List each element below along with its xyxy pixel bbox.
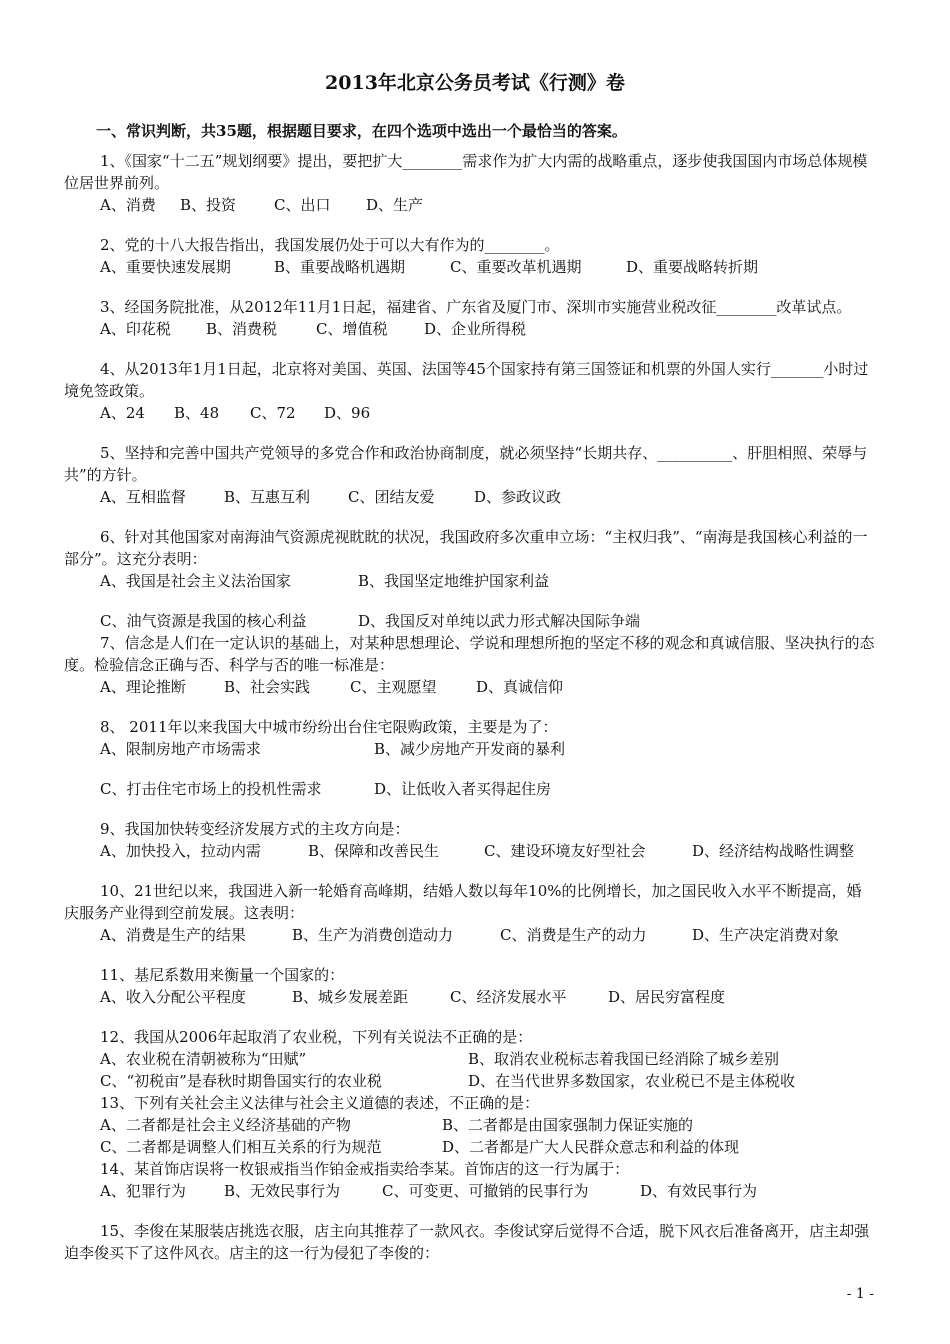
option: B、无效民事行为 [224,1182,341,1200]
options-row [64,924,876,946]
option: B、减少房地产开发商的暴利 [374,740,566,758]
question-stem: 14、某首饰店误将一枚银戒指当作铂金戒指卖给李某。首饰店的这一行为属于： [100,1160,630,1178]
option: B、城乡发展差距 [292,988,409,1006]
option: A、重要快速发展期 [100,258,231,276]
option: A、24 [100,404,145,422]
option: D、在当代世界多数国家，农业税已不是主体税收 [468,1072,796,1090]
option: C、建设环境友好型社会 [484,842,646,860]
options-row [64,256,876,278]
option: D、参政议政 [474,488,562,506]
option: A、加快投入，拉动内需 [100,842,261,860]
question-3 [64,296,876,340]
question-13 [64,1092,876,1158]
question-9 [64,818,876,862]
options-row [64,840,876,862]
question-stem: 7、信念是人们在一定认识的基础上，对某种思想理论、学说和理想所抱的坚定不移的观念和真诚信服、坚决执行的态度。检验信念正确与否、科学与否的唯一标准是： [64,634,875,674]
option: B、生产为消费创造动力 [292,926,454,944]
option: B、互惠互利 [224,488,311,506]
option: A、互相监督 [100,488,186,506]
option: D、我国反对单纯以武力形式解决国际争端 [358,612,641,630]
option: D、重要战略转折期 [626,258,759,276]
option: A、消费 [100,196,156,214]
option: B、投资 [180,196,237,214]
option: D、经济结构战略性调整 [692,842,855,860]
option: C、打击住宅市场上的投机性需求 [100,780,322,798]
options-row [64,1180,876,1202]
option: D、有效民事行为 [640,1182,758,1200]
option: D、二者都是广大人民群众意志和利益的体现 [442,1138,740,1156]
option: B、保障和改善民生 [308,842,440,860]
option: C、72 [250,404,296,422]
question-10 [64,880,876,946]
option: A、收入分配公平程度 [100,988,246,1006]
question-list [64,150,876,1264]
option: B、消费税 [206,320,278,338]
option: A、印花税 [100,320,171,338]
options-row [64,610,876,632]
question-stem: 10、21世纪以来，我国进入新一轮婚育高峰期，结婚人数以每年10%的比例增长，加之国民收入水平不断提高，婚庆服务产业得到空前发展。这表明： [64,882,862,922]
options-row [64,402,876,424]
options-row [64,486,876,508]
option: A、犯罪行为 [100,1182,186,1200]
question-stem: 8、 2011年以来我国大中城市纷纷出台住宅限购政策，主要是为了： [100,718,558,736]
question-14 [64,1158,876,1202]
option: C、团结友爱 [348,488,435,506]
question-stem: 9、我国加快转变经济发展方式的主攻方向是： [100,820,410,838]
question-stem: 12、我国从2006年起取消了农业税，下列有关说法不正确的是： [100,1028,533,1046]
question-stem: 15、李俊在某服装店挑选衣服，店主向其推荐了一款风衣。李俊试穿后觉得不合适，脱下风衣后准备离开，店主却强迫李俊买下了这件风衣。店主的这一行为侵犯了李俊的： [64,1222,870,1262]
option: C、重要改革机遇期 [450,258,582,276]
option: D、生产决定消费对象 [692,926,840,944]
question-2 [64,234,876,278]
options-row [64,194,876,216]
question-stem: 4、从2013年1月1日起，北京将对美国、英国、法国等45个国家持有第三国签证和机票的外国人实行_______小时过境免签政策。 [64,360,869,400]
option: D、让低收入者买得起住房 [374,780,552,798]
option: B、二者都是由国家强制力保证实施的 [442,1116,694,1134]
option: B、社会实践 [224,678,311,696]
option: D、生产 [366,196,424,214]
options-row [64,1070,876,1092]
option: A、我国是社会主义法治国家 [100,572,291,590]
question-8 [64,716,876,800]
section-heading: 一、常识判断，共35题，根据题目要求，在四个选项中选出一个最恰当的答案。 [96,122,627,140]
option: C、主观愿望 [350,678,437,696]
option: C、消费是生产的动力 [500,926,647,944]
option: B、48 [174,404,220,422]
option: D、96 [324,404,371,422]
question-7 [64,632,876,698]
question-6 [64,526,876,632]
page-number: - 1 - [846,1286,874,1302]
question-12 [64,1026,876,1092]
option: A、农业税在清朝被称为“田赋” [100,1050,307,1068]
option: C、油气资源是我国的核心利益 [100,612,307,630]
question-stem: 11、基尼系数用来衡量一个国家的： [100,966,345,984]
option: A、理论推断 [100,678,186,696]
page-title: 2013年北京公务员考试《行测》卷 [325,72,625,94]
option: D、居民穷富程度 [608,988,726,1006]
question-stem: 3、经国务院批准，从2012年11月1日起，福建省、广东省及厦门市、深圳市实施营业税改征________改革试点。 [100,298,852,316]
option: A、二者都是社会主义经济基础的产物 [100,1116,351,1134]
question-stem: 1、《国家“十二五”规划纲要》提出，要把扩大________需求作为扩大内需的战略重点，逐步使我国国内市场总体规模位居世界前列。 [64,152,868,192]
question-stem: 6、针对其他国家对南海油气资源虎视眈眈的状况，我国政府多次重申立场：“主权归我”、“南海是我国核心利益的一部分”。这充分表明： [64,528,868,568]
option: A、消费是生产的结果 [100,926,246,944]
question-stem: 5、坚持和完善中国共产党领导的多党合作和政治协商制度，就必须坚持“长期共存、__________、肝胆相照、荣辱与共”的方针。 [64,444,868,484]
options-row [64,1048,876,1070]
options-row [64,1114,876,1136]
option: C、增值税 [316,320,388,338]
question-1 [64,150,876,216]
question-15 [64,1220,876,1264]
option: C、二者都是调整人们相互关系的行为规范 [100,1138,382,1156]
option: D、企业所得税 [424,320,527,338]
option: B、我国坚定地维护国家利益 [358,572,550,590]
option: B、取消农业税标志着我国已经消除了城乡差别 [468,1050,780,1068]
option: D、真诚信仰 [476,678,564,696]
option: C、出口 [274,196,331,214]
option: C、可变更、可撤销的民事行为 [382,1182,589,1200]
question-11 [64,964,876,1008]
options-row [64,738,876,760]
options-row [64,986,876,1008]
options-row [64,676,876,698]
option: A、限制房地产市场需求 [100,740,261,758]
option: B、重要战略机遇期 [274,258,406,276]
options-row [64,570,876,592]
options-row [64,778,876,800]
options-row [64,318,876,340]
question-stem: 13、下列有关社会主义法律与社会主义道德的表述，不正确的是： [100,1094,540,1112]
options-row [64,1136,876,1158]
option: C、“初税亩”是春秋时期鲁国实行的农业税 [100,1072,382,1090]
question-4 [64,358,876,424]
option: C、经济发展水平 [450,988,567,1006]
question-5 [64,442,876,508]
question-stem: 2、党的十八大报告指出，我国发展仍处于可以大有作为的________。 [100,236,560,254]
